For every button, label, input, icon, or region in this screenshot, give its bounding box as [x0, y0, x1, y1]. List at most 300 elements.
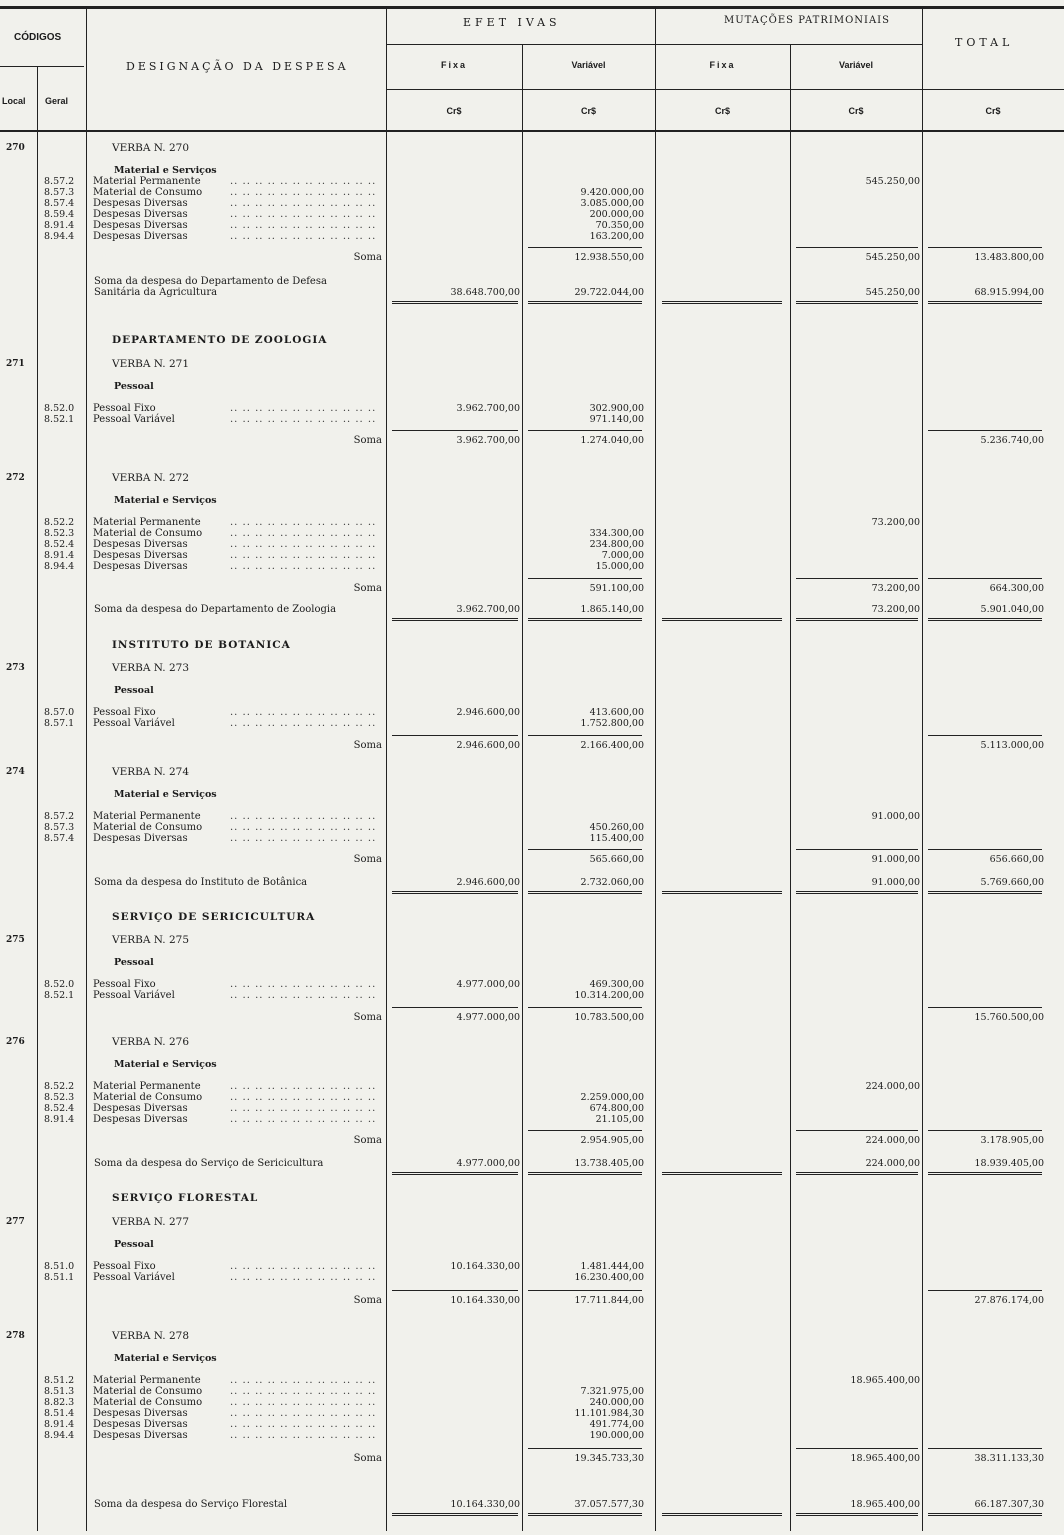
row-item: Material Permanente	[93, 811, 201, 822]
value-ef-fixa: 4.977.000,00	[456, 1158, 520, 1169]
row-total: Soma da despesa do Serviço Florestal	[94, 1499, 288, 1510]
value-ef-fixa: 38.648.700,00	[450, 287, 520, 298]
sum-rule	[796, 578, 918, 579]
sum-rule	[528, 849, 642, 850]
row-item: Material de Consumo	[93, 528, 203, 539]
leader-dots: .. .. .. .. .. .. .. .. .. .. .. ..	[230, 528, 377, 539]
value-ef-var: 29.722.044,00	[574, 287, 644, 298]
geral-code: 8.51.4	[44, 1408, 75, 1419]
value-ef-var: 450.260,00	[589, 822, 644, 833]
geral-code: 8.52.3	[44, 1092, 75, 1103]
local-code: 271	[6, 359, 25, 369]
total-rule	[928, 1172, 1042, 1175]
sum-rule	[392, 430, 518, 431]
value-ef-var: 413.600,00	[589, 707, 644, 718]
leader-dots: .. .. .. .. .. .. .. .. .. .. .. ..	[230, 231, 377, 242]
total-rule	[392, 618, 518, 621]
row-subheading: Pessoal	[114, 957, 154, 968]
row-total: Soma da despesa do Serviço de Sericicultura	[94, 1158, 324, 1169]
geral-header: Geral	[45, 96, 69, 106]
geral-code: 8.91.4	[44, 220, 75, 231]
geral-code: 8.51.3	[44, 1386, 75, 1397]
sum-rule	[528, 247, 642, 248]
leader-dots: .. .. .. .. .. .. .. .. .. .. .. ..	[230, 561, 377, 572]
geral-code: 8.57.4	[44, 198, 75, 209]
local-header: Local	[2, 96, 26, 106]
value-mut-var: 18.965.400,00	[850, 1499, 920, 1510]
mutacoes-header: MUTAÇÕES PATRIMONIAIS	[724, 15, 890, 26]
row-item: Despesas Diversas	[93, 539, 188, 550]
sum-rule	[796, 1448, 918, 1449]
sum-rule	[528, 1448, 642, 1449]
row-subheading: Pessoal	[114, 685, 154, 696]
sum-rule	[928, 430, 1042, 431]
row-soma: Soma	[353, 1295, 382, 1306]
row-item: Pessoal Variável	[93, 414, 175, 425]
row-heading: VERBA N. 276	[112, 1036, 190, 1048]
total-rule	[796, 301, 918, 304]
total-rule	[528, 618, 642, 621]
total-rule	[528, 1172, 642, 1175]
mut-fixa-total-rule	[662, 1172, 782, 1175]
value-total: 5.236.740,00	[980, 435, 1044, 446]
value-ef-var: 591.100,00	[589, 583, 644, 594]
value-ef-var: 37.057.577,30	[574, 1499, 644, 1510]
value-total: 66.187.307,30	[974, 1499, 1044, 1510]
leader-dots: .. .. .. .. .. .. .. .. .. .. .. ..	[230, 811, 377, 822]
value-ef-var: 1.752.800,00	[580, 718, 644, 729]
row-dept: DEPARTAMENTO DE ZOOLOGIA	[112, 334, 328, 346]
geral-code: 8.57.2	[44, 811, 75, 822]
leader-dots: .. .. .. .. .. .. .. .. .. .. .. ..	[230, 1272, 377, 1283]
row-subheading: Material e Serviços	[114, 495, 217, 506]
row-item: Despesas Diversas	[93, 209, 188, 220]
row-item: Despesas Diversas	[93, 833, 188, 844]
leader-dots: .. .. .. .. .. .. .. .. .. .. .. ..	[230, 517, 377, 528]
geral-code: 8.57.1	[44, 718, 75, 729]
row-item: Material de Consumo	[93, 1386, 203, 1397]
value-ef-fixa: 4.977.000,00	[456, 1012, 520, 1023]
row-soma: Soma	[353, 854, 382, 865]
leader-dots: .. .. .. .. .. .. .. .. .. .. .. ..	[230, 990, 377, 1001]
local-code: 276	[6, 1037, 25, 1047]
sum-rule	[528, 1290, 642, 1291]
geral-code: 8.52.4	[44, 539, 75, 550]
row-total: Soma da despesa do Instituto de Botânica	[94, 877, 308, 888]
row-heading: VERBA N. 271	[112, 358, 190, 370]
row-item: Despesas Diversas	[93, 1408, 188, 1419]
sum-rule	[796, 1130, 918, 1131]
leader-dots: .. .. .. .. .. .. .. .. .. .. .. ..	[230, 187, 377, 198]
local-code: 270	[6, 143, 25, 153]
row-soma: Soma	[353, 1135, 382, 1146]
mut-fixa-header: Fixa	[709, 60, 736, 70]
sum-rule	[928, 578, 1042, 579]
sum-rule	[392, 1007, 518, 1008]
sum-rule	[928, 1290, 1042, 1291]
mut-fixa-total-rule	[662, 1513, 782, 1516]
row-item: Material Permanente	[93, 176, 201, 187]
value-ef-var: 163.200,00	[589, 231, 644, 242]
geral-code: 8.52.3	[44, 528, 75, 539]
geral-code: 8.94.4	[44, 1430, 75, 1441]
row-item: Despesas Diversas	[93, 1419, 188, 1430]
row-item: Despesas Diversas	[93, 231, 188, 242]
row-item: Material de Consumo	[93, 822, 203, 833]
total-rule	[796, 618, 918, 621]
row-subheading: Material e Serviços	[114, 1059, 217, 1070]
geral-code: 8.51.0	[44, 1261, 75, 1272]
value-mut-var: 545.250,00	[865, 176, 920, 187]
value-ef-var: 1.865.140,00	[580, 604, 644, 615]
row-item: Despesas Diversas	[93, 1103, 188, 1114]
total-header: TOTAL	[955, 36, 1014, 49]
mut-fixa-total-rule	[662, 891, 782, 894]
local-code: 273	[6, 663, 25, 673]
value-total: 3.178.905,00	[980, 1135, 1044, 1146]
local-code: 277	[6, 1217, 25, 1227]
leader-dots: .. .. .. .. .. .. .. .. .. .. .. ..	[230, 1081, 377, 1092]
value-ef-var: 12.938.550,00	[574, 252, 644, 263]
row-dept: INSTITUTO DE BOTANICA	[112, 639, 291, 651]
total-rule	[528, 1513, 642, 1516]
col-rule-ef-fixa	[522, 44, 523, 1531]
row-subheading: Material e Serviços	[114, 165, 217, 176]
col-rule-ef-var	[655, 8, 656, 1531]
value-ef-var: 565.660,00	[589, 854, 644, 865]
value-ef-var: 302.900,00	[589, 403, 644, 414]
geral-code: 8.94.4	[44, 231, 75, 242]
sum-rule	[928, 1448, 1042, 1449]
value-mut-var: 91.000,00	[871, 811, 920, 822]
value-total: 18.939.405,00	[974, 1158, 1044, 1169]
row-soma: Soma	[353, 1453, 382, 1464]
value-total: 27.876.174,00	[974, 1295, 1044, 1306]
value-total: 5.769.660,00	[980, 877, 1044, 888]
total-rule	[392, 301, 518, 304]
col-rule-geral	[86, 8, 87, 1531]
value-mut-var: 91.000,00	[871, 854, 920, 865]
value-ef-var: 10.314.200,00	[574, 990, 644, 1001]
value-ef-var: 200.000,00	[589, 209, 644, 220]
row-dept: SERVIÇO FLORESTAL	[112, 1192, 259, 1204]
row-total2: Sanitária da Agricultura	[94, 287, 218, 298]
value-ef-fixa: 2.946.600,00	[456, 707, 520, 718]
geral-code: 8.52.4	[44, 1103, 75, 1114]
top-rule	[0, 6, 1064, 9]
total-rule	[796, 1513, 918, 1516]
sum-rule	[528, 735, 642, 736]
row-heading: VERBA N. 272	[112, 472, 190, 484]
value-ef-var: 9.420.000,00	[580, 187, 644, 198]
ef-fixa-header: Fixa	[440, 60, 467, 70]
sum-rule	[928, 1007, 1042, 1008]
row-item: Material Permanente	[93, 1081, 201, 1092]
value-ef-var: 15.000,00	[595, 561, 644, 572]
header-bottom-rule	[0, 130, 1064, 132]
leader-dots: .. .. .. .. .. .. .. .. .. .. .. ..	[230, 718, 377, 729]
value-total: 15.760.500,00	[974, 1012, 1044, 1023]
mut-fixa-total-rule	[662, 618, 782, 621]
ef-var-currency: Cr$	[580, 106, 596, 116]
efetivas-underline	[386, 44, 922, 45]
value-ef-var: 7.321.975,00	[580, 1386, 644, 1397]
row-heading: VERBA N. 275	[112, 934, 190, 946]
value-ef-var: 3.085.000,00	[580, 198, 644, 209]
value-mut-var: 224.000,00	[865, 1158, 920, 1169]
value-mut-var: 73.200,00	[871, 604, 920, 615]
row-item: Material de Consumo	[93, 1092, 203, 1103]
value-ef-fixa: 2.946.600,00	[456, 740, 520, 751]
value-ef-var: 334.300,00	[589, 528, 644, 539]
value-ef-var: 21.105,00	[595, 1114, 644, 1125]
geral-code: 8.57.3	[44, 822, 75, 833]
total-rule	[928, 618, 1042, 621]
row-item: Material de Consumo	[93, 1397, 203, 1408]
value-ef-fixa: 3.962.700,00	[456, 604, 520, 615]
value-ef-var: 1.274.040,00	[580, 435, 644, 446]
value-ef-var: 491.774,00	[589, 1419, 644, 1430]
value-total: 5.113.000,00	[980, 740, 1044, 751]
row-subheading: Material e Serviços	[114, 789, 217, 800]
leader-dots: .. .. .. .. .. .. .. .. .. .. .. ..	[230, 1092, 377, 1103]
value-total: 68.915.994,00	[974, 287, 1044, 298]
sum-rule	[928, 735, 1042, 736]
value-total: 656.660,00	[989, 854, 1044, 865]
row-item: Pessoal Variável	[93, 1272, 175, 1283]
geral-code: 8.94.4	[44, 561, 75, 572]
total-rule	[796, 891, 918, 894]
geral-code: 8.57.2	[44, 176, 75, 187]
row-soma: Soma	[353, 583, 382, 594]
value-ef-var: 1.481.444,00	[580, 1261, 644, 1272]
value-mut-var: 91.000,00	[871, 877, 920, 888]
value-ef-var: 16.230.400,00	[574, 1272, 644, 1283]
designacao-header: DESIGNAÇÃO DA DESPESA	[126, 60, 349, 73]
value-ef-var: 469.300,00	[589, 979, 644, 990]
leader-dots: .. .. .. .. .. .. .. .. .. .. .. ..	[230, 1397, 377, 1408]
header-subrule	[386, 89, 922, 90]
leader-dots: .. .. .. .. .. .. .. .. .. .. .. ..	[230, 539, 377, 550]
leader-dots: .. .. .. .. .. .. .. .. .. .. .. ..	[230, 198, 377, 209]
codigos-header: CÓDIGOS	[14, 32, 62, 43]
leader-dots: .. .. .. .. .. .. .. .. .. .. .. ..	[230, 403, 377, 414]
value-ef-var: 234.800,00	[589, 539, 644, 550]
sum-rule	[528, 578, 642, 579]
leader-dots: .. .. .. .. .. .. .. .. .. .. .. ..	[230, 822, 377, 833]
local-code: 272	[6, 473, 25, 483]
ef-fixa-currency: Cr$	[446, 106, 462, 116]
row-heading: VERBA N. 270	[112, 142, 190, 154]
sum-rule	[392, 735, 518, 736]
row-heading: VERBA N. 277	[112, 1216, 190, 1228]
sum-rule	[528, 1130, 642, 1131]
row-item: Material Permanente	[93, 517, 201, 528]
row-item: Pessoal Variável	[93, 990, 175, 1001]
sum-rule	[392, 1290, 518, 1291]
value-ef-var: 190.000,00	[589, 1430, 644, 1441]
sum-rule	[796, 247, 918, 248]
row-subheading: Pessoal	[114, 1239, 154, 1250]
row-item: Pessoal Fixo	[93, 979, 156, 990]
local-code: 274	[6, 767, 25, 777]
value-total: 38.311.133,30	[974, 1453, 1044, 1464]
row-heading: VERBA N. 273	[112, 662, 190, 674]
value-ef-var: 7.000,00	[601, 550, 644, 561]
geral-code: 8.52.1	[44, 414, 75, 425]
value-mut-var: 18.965.400,00	[850, 1375, 920, 1386]
value-mut-var: 73.200,00	[871, 517, 920, 528]
geral-code: 8.57.3	[44, 187, 75, 198]
leader-dots: .. .. .. .. .. .. .. .. .. .. .. ..	[230, 833, 377, 844]
row-item: Pessoal Variável	[93, 718, 175, 729]
row-item: Material de Consumo	[93, 187, 203, 198]
leader-dots: .. .. .. .. .. .. .. .. .. .. .. ..	[230, 220, 377, 231]
geral-code: 8.91.4	[44, 1114, 75, 1125]
row-item: Despesas Diversas	[93, 198, 188, 209]
col-rule-mut-fixa	[790, 44, 791, 1531]
value-ef-fixa: 10.164.330,00	[450, 1499, 520, 1510]
row-item: Despesas Diversas	[93, 1114, 188, 1125]
row-heading: VERBA N. 278	[112, 1330, 190, 1342]
row-soma: Soma	[353, 740, 382, 751]
row-item: Despesas Diversas	[93, 561, 188, 572]
value-mut-var: 73.200,00	[871, 583, 920, 594]
value-ef-var: 19.345.733,30	[574, 1453, 644, 1464]
sum-rule	[796, 849, 918, 850]
geral-code: 8.52.2	[44, 1081, 75, 1092]
total-rule	[928, 891, 1042, 894]
total-rule	[392, 1172, 518, 1175]
row-item: Pessoal Fixo	[93, 403, 156, 414]
ef-var-header: Variável	[571, 60, 606, 70]
value-mut-var: 545.250,00	[865, 252, 920, 263]
geral-code: 8.91.4	[44, 1419, 75, 1430]
value-ef-var: 70.350,00	[595, 220, 644, 231]
leader-dots: .. .. .. .. .. .. .. .. .. .. .. ..	[230, 707, 377, 718]
mut-var-header: Variável	[838, 60, 874, 70]
value-ef-var: 2.954.905,00	[580, 1135, 644, 1146]
mut-fixa-total-rule	[662, 301, 782, 304]
value-ef-var: 2.166.400,00	[580, 740, 644, 751]
total-rule	[528, 301, 642, 304]
sum-rule	[928, 1130, 1042, 1131]
total-rule	[528, 891, 642, 894]
sum-rule	[928, 849, 1042, 850]
geral-code: 8.91.4	[44, 550, 75, 561]
geral-code: 8.51.2	[44, 1375, 75, 1386]
value-ef-fixa: 3.962.700,00	[456, 403, 520, 414]
total-subrule	[922, 89, 1064, 90]
leader-dots: .. .. .. .. .. .. .. .. .. .. .. ..	[230, 1386, 377, 1397]
sum-rule	[528, 1007, 642, 1008]
value-ef-var: 115.400,00	[589, 833, 644, 844]
geral-code: 8.52.2	[44, 517, 75, 528]
geral-code: 8.82.3	[44, 1397, 75, 1408]
geral-code: 8.52.0	[44, 979, 75, 990]
row-item: Despesas Diversas	[93, 550, 188, 561]
value-ef-var: 240.000,00	[589, 1397, 644, 1408]
row-item: Despesas Diversas	[93, 220, 188, 231]
leader-dots: .. .. .. .. .. .. .. .. .. .. .. ..	[230, 1375, 377, 1386]
total-rule	[392, 891, 518, 894]
value-ef-var: 17.711.844,00	[574, 1295, 644, 1306]
total-rule	[796, 1172, 918, 1175]
mut-fixa-currency: Cr$	[714, 106, 730, 116]
leader-dots: .. .. .. .. .. .. .. .. .. .. .. ..	[230, 209, 377, 220]
value-total: 664.300,00	[989, 583, 1044, 594]
leader-dots: .. .. .. .. .. .. .. .. .. .. .. ..	[230, 1103, 377, 1114]
row-soma: Soma	[353, 435, 382, 446]
leader-dots: .. .. .. .. .. .. .. .. .. .. .. ..	[230, 1408, 377, 1419]
row-soma: Soma	[353, 1012, 382, 1023]
geral-code: 8.57.0	[44, 707, 75, 718]
efetivas-header: EFET IVAS	[463, 16, 561, 29]
value-ef-var: 13.738.405,00	[574, 1158, 644, 1169]
leader-dots: .. .. .. .. .. .. .. .. .. .. .. ..	[230, 550, 377, 561]
leader-dots: .. .. .. .. .. .. .. .. .. .. .. ..	[230, 1419, 377, 1430]
row-total: Soma da despesa do Departamento de Zoologia	[94, 604, 337, 615]
value-ef-fixa: 10.164.330,00	[450, 1295, 520, 1306]
value-ef-fixa: 3.962.700,00	[456, 435, 520, 446]
leader-dots: .. .. .. .. .. .. .. .. .. .. .. ..	[230, 1430, 377, 1441]
row-subheading: Material e Serviços	[114, 1353, 217, 1364]
value-ef-fixa: 10.164.330,00	[450, 1261, 520, 1272]
sum-rule	[928, 247, 1042, 248]
value-ef-var: 2.732.060,00	[580, 877, 644, 888]
geral-code: 8.57.4	[44, 833, 75, 844]
value-mut-var: 224.000,00	[865, 1135, 920, 1146]
row-soma: Soma	[353, 252, 382, 263]
row-item: Pessoal Fixo	[93, 707, 156, 718]
local-code: 275	[6, 935, 25, 945]
value-ef-fixa: 2.946.600,00	[456, 877, 520, 888]
value-total: 5.901.040,00	[980, 604, 1044, 615]
row-item: Pessoal Fixo	[93, 1261, 156, 1272]
local-code: 278	[6, 1331, 25, 1341]
leader-dots: .. .. .. .. .. .. .. .. .. .. .. ..	[230, 176, 377, 187]
leader-dots: .. .. .. .. .. .. .. .. .. .. .. ..	[230, 1261, 377, 1272]
value-total: 13.483.800,00	[974, 252, 1044, 263]
row-total: Soma da despesa do Departamento de Defesa	[94, 276, 327, 287]
value-ef-var: 674.800,00	[589, 1103, 644, 1114]
value-ef-var: 10.783.500,00	[574, 1012, 644, 1023]
total-rule	[392, 1513, 518, 1516]
value-ef-var: 2.259.000,00	[580, 1092, 644, 1103]
geral-code: 8.59.4	[44, 209, 75, 220]
value-ef-var: 971.140,00	[589, 414, 644, 425]
row-dept: SERVIÇO DE SERICICULTURA	[112, 911, 316, 923]
sum-rule	[528, 430, 642, 431]
value-mut-var: 224.000,00	[865, 1081, 920, 1092]
total-currency: Cr$	[985, 106, 1001, 116]
codigos-underline	[0, 66, 84, 67]
total-rule	[928, 1513, 1042, 1516]
mut-var-currency: Cr$	[848, 106, 864, 116]
leader-dots: .. .. .. .. .. .. .. .. .. .. .. ..	[230, 979, 377, 990]
geral-code: 8.51.1	[44, 1272, 75, 1283]
geral-code: 8.52.1	[44, 990, 75, 1001]
leader-dots: .. .. .. .. .. .. .. .. .. .. .. ..	[230, 1114, 377, 1125]
value-mut-var: 545.250,00	[865, 287, 920, 298]
geral-code: 8.52.0	[44, 403, 75, 414]
row-heading: VERBA N. 274	[112, 766, 190, 778]
value-ef-var: 11.101.984,30	[574, 1408, 644, 1419]
row-subheading: Pessoal	[114, 381, 154, 392]
value-ef-fixa: 4.977.000,00	[456, 979, 520, 990]
col-rule-local	[37, 66, 38, 1531]
leader-dots: .. .. .. .. .. .. .. .. .. .. .. ..	[230, 414, 377, 425]
